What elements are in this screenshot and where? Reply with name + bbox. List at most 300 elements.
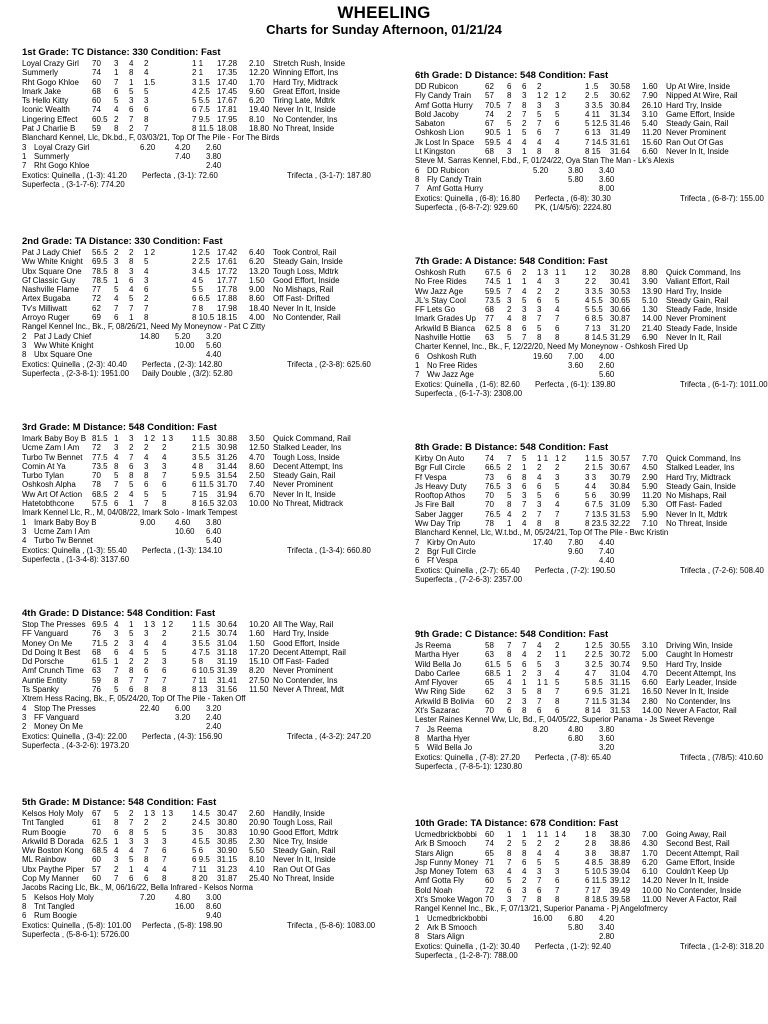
entry-p1: 5 bbox=[114, 809, 119, 818]
entry-fin: 3 3.5 bbox=[585, 100, 603, 110]
payout-value: 5.20 bbox=[175, 331, 191, 341]
entry-row bbox=[22, 304, 392, 313]
entry-row bbox=[22, 59, 392, 68]
entry-com: Off Fast- Faded bbox=[666, 500, 722, 510]
entry-p2: 8 bbox=[522, 848, 527, 858]
entry-wt: 70 bbox=[485, 895, 494, 905]
payout-value: 3.20 bbox=[206, 703, 222, 713]
entry-name: Ark B Smooch bbox=[415, 839, 467, 849]
owner-line bbox=[22, 322, 392, 331]
entry-row bbox=[415, 277, 768, 286]
entry-odds: 10.00 bbox=[249, 499, 270, 509]
entry-row bbox=[22, 648, 392, 657]
payout-value: Bgr Full Circle bbox=[427, 546, 476, 556]
entry-fin: 6 6.5 bbox=[192, 294, 210, 304]
entry-p3: 3 bbox=[144, 629, 149, 639]
entry-odds: 17.20 bbox=[249, 647, 270, 657]
entry-fin: 2 1.5 bbox=[192, 629, 210, 639]
entry-wt: 61 bbox=[92, 818, 101, 828]
entry-p1: 4 bbox=[507, 137, 512, 147]
payout-value: Kelsos Holy Moly bbox=[34, 892, 94, 902]
entry-name: Arkwild B Bianca bbox=[415, 323, 476, 333]
payout-value: Stop The Presses bbox=[34, 703, 96, 713]
entry-p2: 3 bbox=[522, 696, 527, 706]
entry-p4: 5 bbox=[162, 489, 167, 499]
entry-p2: 7 bbox=[522, 895, 527, 905]
entry-fin: 3 4.5 bbox=[192, 266, 210, 276]
entry-fin: 7 13 bbox=[585, 323, 601, 333]
entry-row bbox=[415, 660, 768, 669]
entry-p4: 2 bbox=[162, 443, 167, 453]
entry-p1: 7 bbox=[114, 874, 119, 884]
entry-name: Lingering Effect bbox=[22, 114, 78, 124]
entry-row bbox=[22, 115, 392, 124]
payout-row bbox=[22, 341, 392, 350]
payout-value: 3.60 bbox=[599, 174, 615, 184]
superfecta-row bbox=[22, 741, 392, 750]
entry-time: 39.58 bbox=[610, 895, 631, 905]
payout-value: 3.80 bbox=[568, 165, 584, 175]
entry-name: Jsp Money Totem bbox=[415, 867, 478, 877]
entry-odds: 3.10 bbox=[642, 641, 658, 650]
entry-p3: 5 bbox=[144, 827, 149, 837]
entry-p3: 6 bbox=[537, 706, 542, 716]
entry-p1: 2 bbox=[507, 696, 512, 706]
entry-time: 30.72 bbox=[610, 650, 631, 660]
entry-p3: 8 bbox=[537, 147, 542, 157]
entry-p3: 3 bbox=[537, 500, 542, 510]
entry-time: 31.23 bbox=[217, 864, 238, 874]
entry-p4: 7 bbox=[555, 885, 560, 895]
exotic-payout: Trifecta , (1-2-8): 318.20 bbox=[680, 941, 764, 951]
entry-p2: 1 bbox=[129, 77, 134, 87]
entry-wt: 68 bbox=[485, 147, 494, 157]
race-title: 6th Grade: D Distance: 548 Condition: Fast bbox=[415, 70, 609, 81]
race-title: 4th Grade: D Distance: 548 Condition: Fast bbox=[22, 608, 216, 619]
entry-p3: 2 bbox=[144, 657, 149, 667]
entry-wt: 67.5 bbox=[485, 268, 501, 277]
owner-text: Xtrem Hess Racing, Bk., F, 05/24/20, Top Of The Pile - Taken Off bbox=[22, 694, 246, 704]
entry-time: 39.04 bbox=[610, 867, 631, 877]
entry-row bbox=[22, 443, 392, 452]
payout-value: 22.40 bbox=[140, 703, 160, 713]
entry-com: Great Effort, Inside bbox=[273, 86, 340, 96]
entry-com: Never Prominent bbox=[273, 666, 334, 676]
entry-com: Steady Fade, Inside bbox=[666, 323, 738, 333]
entry-name: Arroyo Ruger bbox=[22, 313, 70, 323]
entry-name: Comin At Ya bbox=[22, 461, 66, 471]
entry-com: Decent Attempt, Rail bbox=[273, 647, 346, 657]
entry-p2: 7 bbox=[129, 114, 134, 124]
entry-p3: 5 bbox=[537, 491, 542, 501]
entry-p1: 2 bbox=[507, 305, 512, 315]
entry-fin: 2 2 bbox=[585, 277, 597, 287]
entry-p3: 8 bbox=[537, 895, 542, 905]
entry-fin: 1 2 bbox=[585, 268, 597, 277]
payout-value: 6 bbox=[415, 556, 420, 566]
entry-p4: 1 2 bbox=[162, 620, 174, 629]
payout-value: 9.00 bbox=[140, 517, 156, 527]
entry-time: 31.21 bbox=[610, 687, 631, 697]
payout-value: 9.40 bbox=[206, 911, 222, 921]
entry-odds: 2.30 bbox=[249, 836, 265, 846]
entry-fin: 8 20 bbox=[192, 874, 208, 884]
entry-name: Imark Grades Up bbox=[415, 314, 476, 324]
entry-time: 17.72 bbox=[217, 266, 238, 276]
entry-com: No Threat, Inside bbox=[273, 124, 335, 134]
entry-com: Good Effort, Mdtrk bbox=[273, 827, 339, 837]
entry-p1: 3 bbox=[114, 257, 119, 267]
entry-p4: 1 1 bbox=[555, 650, 567, 660]
entry-name: Ww Boston Kong bbox=[22, 846, 84, 856]
entry-p4: 1 3 bbox=[162, 434, 174, 443]
entry-odds: 1.70 bbox=[249, 77, 265, 87]
entry-p3: 2 bbox=[537, 839, 542, 849]
entry-name: Amf Crunch Time bbox=[22, 666, 84, 676]
entry-time: 30.67 bbox=[610, 463, 631, 473]
entry-odds: 26.10 bbox=[642, 100, 663, 110]
entry-p2: 5 bbox=[522, 454, 527, 463]
entry-p2: 8 bbox=[522, 314, 527, 324]
entry-time: 31.15 bbox=[610, 678, 631, 688]
payout-value: 7.00 bbox=[568, 351, 584, 361]
payout-value: 7 bbox=[415, 184, 420, 194]
entry-time: 30.64 bbox=[217, 620, 238, 629]
entry-p3: 5 bbox=[537, 659, 542, 669]
entry-p2: 3 bbox=[129, 266, 134, 276]
payout-value: Js Reema bbox=[427, 724, 463, 734]
entry-p1: 7 bbox=[114, 666, 119, 676]
entry-fin: 3 3 bbox=[585, 472, 597, 482]
entry-wt: 61.5 bbox=[92, 657, 108, 667]
entry-p2: 1 bbox=[522, 463, 527, 473]
entry-wt: 60 bbox=[92, 77, 101, 87]
entry-time: 31.53 bbox=[610, 509, 631, 519]
entry-p4: 7 bbox=[162, 471, 167, 481]
entry-odds: 6.40 bbox=[249, 248, 265, 257]
entry-name: Oshkosh Lion bbox=[415, 128, 464, 138]
entry-p1: 8 bbox=[507, 848, 512, 858]
entry-wt: 63 bbox=[485, 650, 494, 660]
entry-name: Artex Bugaba bbox=[22, 294, 71, 304]
entry-com: Nice Try, Inside bbox=[273, 836, 328, 846]
entry-p2: 4 bbox=[522, 137, 527, 147]
entry-time: 31.04 bbox=[610, 668, 631, 678]
entry-p1: 6 bbox=[507, 268, 512, 277]
entry-wt: 81.5 bbox=[92, 434, 108, 443]
entry-odds: 5.10 bbox=[642, 295, 658, 305]
chart-header bbox=[0, 0, 768, 38]
entry-fin: 2 8 bbox=[585, 839, 597, 849]
entry-p4: 3 bbox=[555, 472, 560, 482]
entry-time: 17.67 bbox=[217, 96, 238, 106]
entry-p2: 2 bbox=[522, 668, 527, 678]
payout-value: 2 bbox=[415, 922, 420, 932]
entry-p2: 2 bbox=[129, 248, 134, 257]
payout-value: 1 bbox=[22, 151, 27, 161]
entry-row bbox=[22, 855, 392, 864]
entry-wt: 59.5 bbox=[485, 137, 501, 147]
exotic-payout: Perfecta , (6-1): 139.80 bbox=[535, 379, 616, 389]
entry-name: Kirby On Auto bbox=[415, 454, 465, 463]
entry-odds: 7.70 bbox=[642, 454, 658, 463]
entry-p3: 4 bbox=[144, 68, 149, 78]
entry-row bbox=[22, 499, 392, 508]
payout-value: 3.00 bbox=[206, 892, 222, 902]
payout-value: 5.60 bbox=[599, 370, 615, 380]
entry-p4: 5 bbox=[162, 647, 167, 657]
entry-p2: 7 bbox=[522, 641, 527, 650]
entry-p2: 1 bbox=[129, 620, 134, 629]
entry-wt: 60 bbox=[485, 830, 494, 839]
payout-value: No Free Rides bbox=[427, 360, 478, 370]
entry-name: Nashville Hottie bbox=[415, 333, 471, 343]
entry-p1: 7 bbox=[114, 77, 119, 87]
entry-p3: 2 bbox=[144, 59, 149, 68]
entry-odds: 14.20 bbox=[642, 876, 663, 886]
entry-wt: 63 bbox=[485, 867, 494, 877]
entry-p3: 8 bbox=[144, 313, 149, 323]
entry-p1: 3 bbox=[114, 629, 119, 639]
entry-fin: 7 8 bbox=[192, 303, 204, 313]
entry-wt: 62.5 bbox=[485, 323, 501, 333]
entry-fin: 3 5 bbox=[192, 827, 204, 837]
entry-fin: 3 1.5 bbox=[192, 77, 210, 87]
entry-p2: 8 bbox=[129, 257, 134, 267]
entry-p3: 7 bbox=[537, 509, 542, 519]
entry-time: 17.81 bbox=[217, 105, 238, 115]
entry-p4: 8 bbox=[162, 499, 167, 509]
entry-name: Bold Noah bbox=[415, 885, 453, 895]
entry-p1: 5 bbox=[114, 471, 119, 481]
superfecta-row bbox=[22, 930, 392, 939]
entry-com: No Threat, Inside bbox=[273, 874, 335, 884]
entry-row bbox=[22, 267, 392, 276]
entry-p2: 5 bbox=[129, 294, 134, 304]
entry-com: Tough Loss, Inside bbox=[273, 452, 340, 462]
entry-time: 30.47 bbox=[217, 809, 238, 818]
entry-p3: 2 bbox=[537, 286, 542, 296]
exotic-payout: Perfecta , (2-3): 142.80 bbox=[142, 359, 223, 369]
entry-com: Quick Command, Ins bbox=[666, 454, 741, 463]
entry-row bbox=[415, 839, 768, 848]
entry-row bbox=[22, 68, 392, 77]
payout-row bbox=[22, 527, 392, 536]
entry-p3: 4 bbox=[537, 848, 542, 858]
entry-name: Amf Flyover bbox=[415, 678, 458, 688]
entry-p1: 2 bbox=[114, 114, 119, 124]
entry-row bbox=[22, 676, 392, 685]
entry-p3: 7 bbox=[537, 119, 542, 129]
payout-value: 3.20 bbox=[175, 712, 191, 722]
payout-value: 8.60 bbox=[206, 901, 222, 911]
entry-name: Tv's Milliwatt bbox=[22, 303, 68, 313]
entry-fin: 1 1 bbox=[192, 59, 204, 68]
entry-name: Imark Baby Boy B bbox=[22, 434, 87, 443]
entry-p3: 7 bbox=[537, 696, 542, 706]
entry-time: 39.49 bbox=[610, 885, 631, 895]
entry-time: 32.03 bbox=[217, 499, 238, 509]
entry-fin: 8 14 bbox=[585, 706, 601, 716]
entry-p3: 8 bbox=[537, 519, 542, 529]
exotic-payout: Exotics: Quinella , (1-3): 55.40 bbox=[22, 545, 127, 555]
superfecta-payout: Superfecta , (2-3-8-1): 1951.00 bbox=[22, 368, 130, 378]
entry-odds: 4.00 bbox=[249, 313, 265, 323]
entry-name: Ww White Knight bbox=[22, 257, 83, 267]
race-title: 2nd Grade: TA Distance: 330 Condition: Fast bbox=[22, 236, 223, 247]
entry-row bbox=[22, 96, 392, 105]
payout-value: 17.40 bbox=[533, 537, 553, 547]
entry-odds: 3.50 bbox=[249, 434, 265, 443]
entry-row bbox=[22, 846, 392, 855]
payout-row bbox=[22, 713, 392, 722]
entry-name: Sabaton bbox=[415, 119, 445, 129]
entry-time: 31.18 bbox=[217, 647, 238, 657]
entry-odds: 2.80 bbox=[642, 696, 658, 706]
payout-value: 10.60 bbox=[175, 526, 195, 536]
exotic-payout: Trifecta , (4-3-2): 247.20 bbox=[287, 731, 371, 741]
entry-p1: 5 bbox=[114, 285, 119, 295]
entry-p3: 7 bbox=[144, 499, 149, 509]
entry-odds: 18.40 bbox=[249, 303, 270, 313]
entry-odds: 15.60 bbox=[642, 137, 663, 147]
entry-name: FF Lets Go bbox=[415, 305, 456, 315]
entry-p3: 3 bbox=[537, 100, 542, 110]
entry-com: No Contender, Ins bbox=[666, 696, 731, 706]
entry-fin: 6 11.5 bbox=[585, 876, 607, 886]
entry-p2: 6 bbox=[129, 461, 134, 471]
payout-row bbox=[22, 518, 392, 527]
payout-value: 6.80 bbox=[568, 913, 584, 923]
payout-value: 7 bbox=[415, 724, 420, 734]
entry-p3: 8 bbox=[537, 687, 542, 697]
entry-time: 31.29 bbox=[610, 333, 631, 343]
entry-p3: 1.5 bbox=[144, 77, 156, 87]
payout-value: 2.40 bbox=[206, 161, 222, 171]
entry-odds: 9.60 bbox=[249, 86, 265, 96]
owner-line bbox=[22, 694, 392, 703]
payout-value: 8 bbox=[415, 733, 420, 743]
entry-row bbox=[415, 268, 768, 277]
entry-p4: 4 bbox=[162, 864, 167, 874]
exotic-payout: Exotics: Quinella , (1-6): 82.60 bbox=[415, 379, 520, 389]
race-title: 10th Grade: TA Distance: 678 Condition: Fast bbox=[415, 818, 619, 829]
entry-name: Rht Gogo Khloe bbox=[22, 77, 79, 87]
entry-odds: 12.20 bbox=[249, 68, 270, 78]
owner-line bbox=[415, 904, 768, 913]
entry-p3: 7 bbox=[144, 675, 149, 685]
exotic-payout: Exotics: Quinella , (1-2): 30.40 bbox=[415, 941, 520, 951]
payout-value: 5.40 bbox=[206, 536, 222, 546]
entry-name: Dd Doing It Best bbox=[22, 647, 81, 657]
payout-row bbox=[22, 332, 392, 341]
entry-odds: 6.60 bbox=[642, 147, 658, 157]
entry-p1: 4 bbox=[507, 867, 512, 877]
entry-p3: 7 bbox=[537, 314, 542, 324]
entry-p4: 5 bbox=[555, 857, 560, 867]
entry-p1: 1 bbox=[507, 668, 512, 678]
entry-com: Stretch Rush, Inside bbox=[273, 59, 346, 68]
entry-fin: 5 8 bbox=[192, 657, 204, 667]
entry-name: Ww Day Trip bbox=[415, 519, 461, 529]
entry-time: 30.57 bbox=[610, 454, 631, 463]
entry-p1: 7 bbox=[114, 480, 119, 490]
owner-line bbox=[415, 528, 768, 537]
entry-p1: 3 bbox=[507, 295, 512, 305]
entry-p3: 6 bbox=[144, 480, 149, 490]
entry-p3: 5 bbox=[144, 489, 149, 499]
payout-value: 6 bbox=[415, 165, 420, 175]
payout-value: Ark B Smooch bbox=[427, 922, 477, 932]
entry-odds: 4.70 bbox=[642, 668, 658, 678]
entry-time: 31.15 bbox=[217, 855, 238, 865]
entry-name: Ww Jazz Age bbox=[415, 286, 464, 296]
entry-name: Cop My Manner bbox=[22, 874, 79, 884]
entry-row bbox=[415, 473, 768, 482]
entry-p1: 2 bbox=[507, 109, 512, 119]
payout-value: 3 bbox=[22, 340, 27, 350]
entry-row bbox=[22, 105, 392, 114]
entry-row bbox=[22, 257, 392, 266]
race-chart bbox=[22, 236, 392, 378]
entry-p2: 7 bbox=[522, 109, 527, 119]
payout-value: 19.60 bbox=[533, 351, 553, 361]
payout-row bbox=[22, 722, 392, 731]
entry-row bbox=[22, 78, 392, 87]
payout-value: 16.00 bbox=[175, 901, 195, 911]
entry-p1: 8 bbox=[507, 500, 512, 510]
entry-p4: 7 bbox=[162, 855, 167, 865]
entry-com: Hard Try, Midtrack bbox=[273, 77, 338, 87]
entry-fin: 4 5.5 bbox=[192, 836, 210, 846]
payout-value: 3 bbox=[22, 712, 27, 722]
entry-p2: 5 bbox=[129, 629, 134, 639]
entry-odds: 9.50 bbox=[642, 659, 658, 669]
entry-p1: 5 bbox=[507, 491, 512, 501]
entry-com: Steady Gain, Inside bbox=[273, 257, 343, 267]
superfecta-payout: Superfecta , (6-8-7-2): 929.60 bbox=[415, 202, 518, 212]
entry-wt: 60.5 bbox=[92, 114, 108, 124]
entry-com: Never In It, Rail bbox=[666, 333, 722, 343]
entry-wt: 78 bbox=[92, 480, 101, 490]
race-chart bbox=[22, 797, 392, 939]
payout-value: Wild Bella Jo bbox=[427, 743, 473, 753]
entry-fin: 4 5.5 bbox=[585, 295, 603, 305]
entry-row bbox=[415, 500, 768, 509]
entry-row bbox=[415, 697, 768, 706]
entry-p3: 4 bbox=[144, 638, 149, 648]
payout-value: 3.80 bbox=[599, 724, 615, 734]
payout-value: Ww White Knight bbox=[34, 340, 94, 350]
entry-p4: 6 bbox=[162, 846, 167, 856]
payout-row bbox=[22, 911, 392, 920]
race-title: 9th Grade: C Distance: 548 Condition: Fast bbox=[415, 629, 609, 640]
entry-fin: 2 1.5 bbox=[585, 463, 603, 473]
entry-com: No Contender, Ins bbox=[273, 114, 338, 124]
payout-value: Turbo Tw Bennet bbox=[34, 536, 93, 546]
race-chart bbox=[415, 442, 768, 584]
entry-time: 31.64 bbox=[610, 147, 631, 157]
entry-odds: 7.10 bbox=[642, 519, 658, 529]
entry-p3: 4 bbox=[537, 472, 542, 482]
entry-p4: 8 bbox=[555, 333, 560, 343]
entry-p2: 3 bbox=[522, 305, 527, 315]
entry-row bbox=[415, 101, 768, 110]
entry-fin: 6 8.5 bbox=[585, 314, 603, 324]
entry-name: Dd Porsche bbox=[22, 657, 64, 667]
entry-fin: 1 4.5 bbox=[192, 809, 210, 818]
payout-value: 6.80 bbox=[568, 733, 584, 743]
